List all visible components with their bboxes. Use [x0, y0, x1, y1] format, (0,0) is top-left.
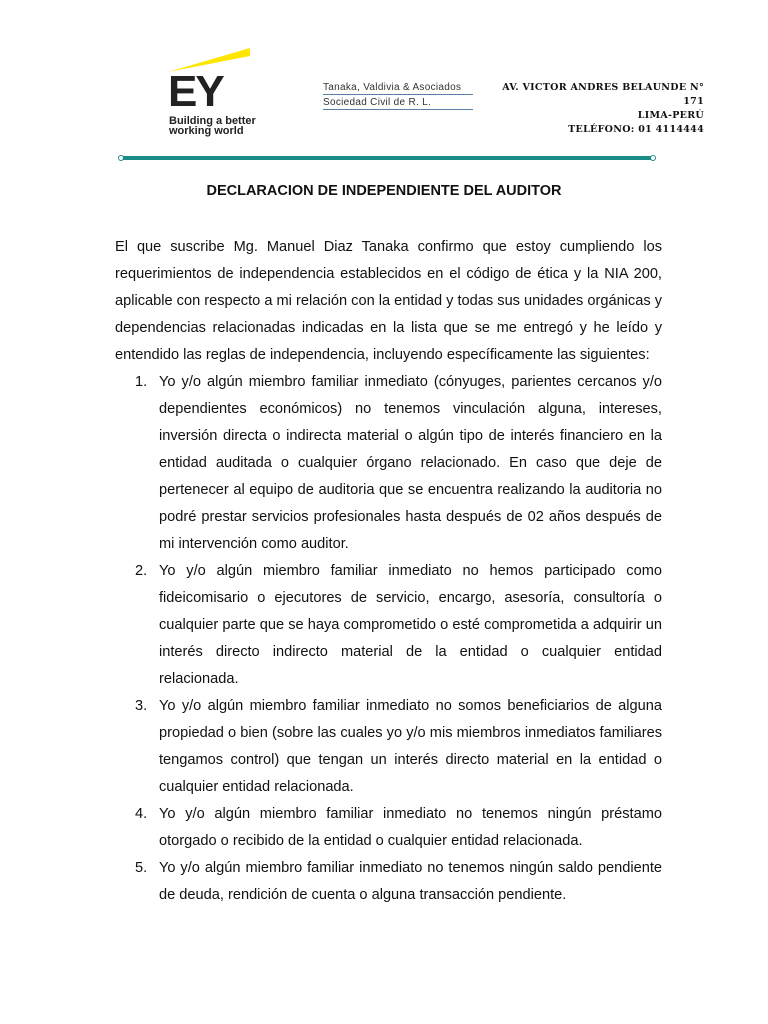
list-item-number: 1. [135, 374, 148, 390]
logo-tagline-line-1: Building a better [169, 115, 256, 127]
list-item-number: 2. [135, 563, 148, 579]
list-item-text: Yo y/o algún miembro familiar inmediato no hemos participado como fideicomisario o ejecutores de servicio, encargo, asesoría, consultoría o cualquier parte que se haya comprometido o esté comprometida a adquirir un interés directo indirecto material de la entidad o cualquier entidad relacionada. [159, 563, 662, 687]
list-item [115, 558, 662, 693]
logo-tagline-line-2: working world [169, 125, 244, 137]
list-item-text: Yo y/o algún miembro familiar inmediato (cónyuges, parientes cercanos y/o dependientes económicos) no tenemos vinculación alguna, intereses, inversión directa o indirecta material o algún tipo de interés financiero en la entidad auditada o cualquier órgano relacionado. En caso que deje de pertenecer al equipo de auditoria que se encuentra realizando la auditoria no podré prestar servicios profesionales hasta después de 02 años después de mi intervención como auditor. [159, 374, 662, 552]
list-item [115, 855, 662, 909]
logo-tagline [169, 116, 256, 136]
firm-name [323, 81, 473, 111]
firm-line-2: Sociedad Civil de R. L. [323, 96, 473, 110]
document-body [115, 234, 662, 909]
list-item-number: 4. [135, 806, 148, 822]
address-line-3: LIMA-PERÚ [637, 110, 704, 121]
intro-paragraph: El que suscribe Mg. Manuel Diaz Tanaka confirmo que estoy cumpliendo los requerimientos de independencia establecidos en el código de ética y la NIA 200, aplicable con respecto a mi relación con la entidad y todas sus unidades orgánicas y dependencias relacionadas indicadas en la lista que se me entregó y he leído y entendido las reglas de independencia, incluyendo específicamente las siguientes: [115, 239, 662, 363]
list-item [115, 801, 662, 855]
address-line-2: 171 [683, 96, 704, 107]
list-item [115, 369, 662, 558]
logo-mark: EY [168, 67, 223, 116]
list-item [115, 693, 662, 801]
list-item-text: Yo y/o algún miembro familiar inmediato no tenemos ningún préstamo otorgado o recibido de la entidad o cualquier entidad relacionada. [159, 806, 662, 849]
header-divider [121, 156, 653, 160]
list-item-number: 3. [135, 698, 148, 714]
address-line-1: AV. VICTOR ANDRES BELAUNDE N° [502, 82, 704, 93]
address-line-4: TELÉFONO: 01 4114444 [568, 124, 704, 135]
list-item-text: Yo y/o algún miembro familiar inmediato no tenemos ningún saldo pendiente de deuda, rendición de cuenta o alguna transacción pendiente. [159, 860, 662, 903]
firm-address [502, 81, 704, 137]
firm-line-1: Tanaka, Valdivia & Asociados [323, 81, 473, 95]
list-item-text: Yo y/o algún miembro familiar inmediato no somos beneficiarios de alguna propiedad o bien (sobre las cuales yo y/o mis miembros inmediatos familiares tengamos control) que tengan un interés directo material en la entidad o cualquier entidad relacionada. [159, 698, 662, 795]
ey-logo [168, 48, 278, 138]
document-title: DECLARACION DE INDEPENDIENTE DEL AUDITOR [206, 183, 562, 199]
list-item-number: 5. [135, 860, 148, 876]
requirements-list [115, 369, 662, 909]
